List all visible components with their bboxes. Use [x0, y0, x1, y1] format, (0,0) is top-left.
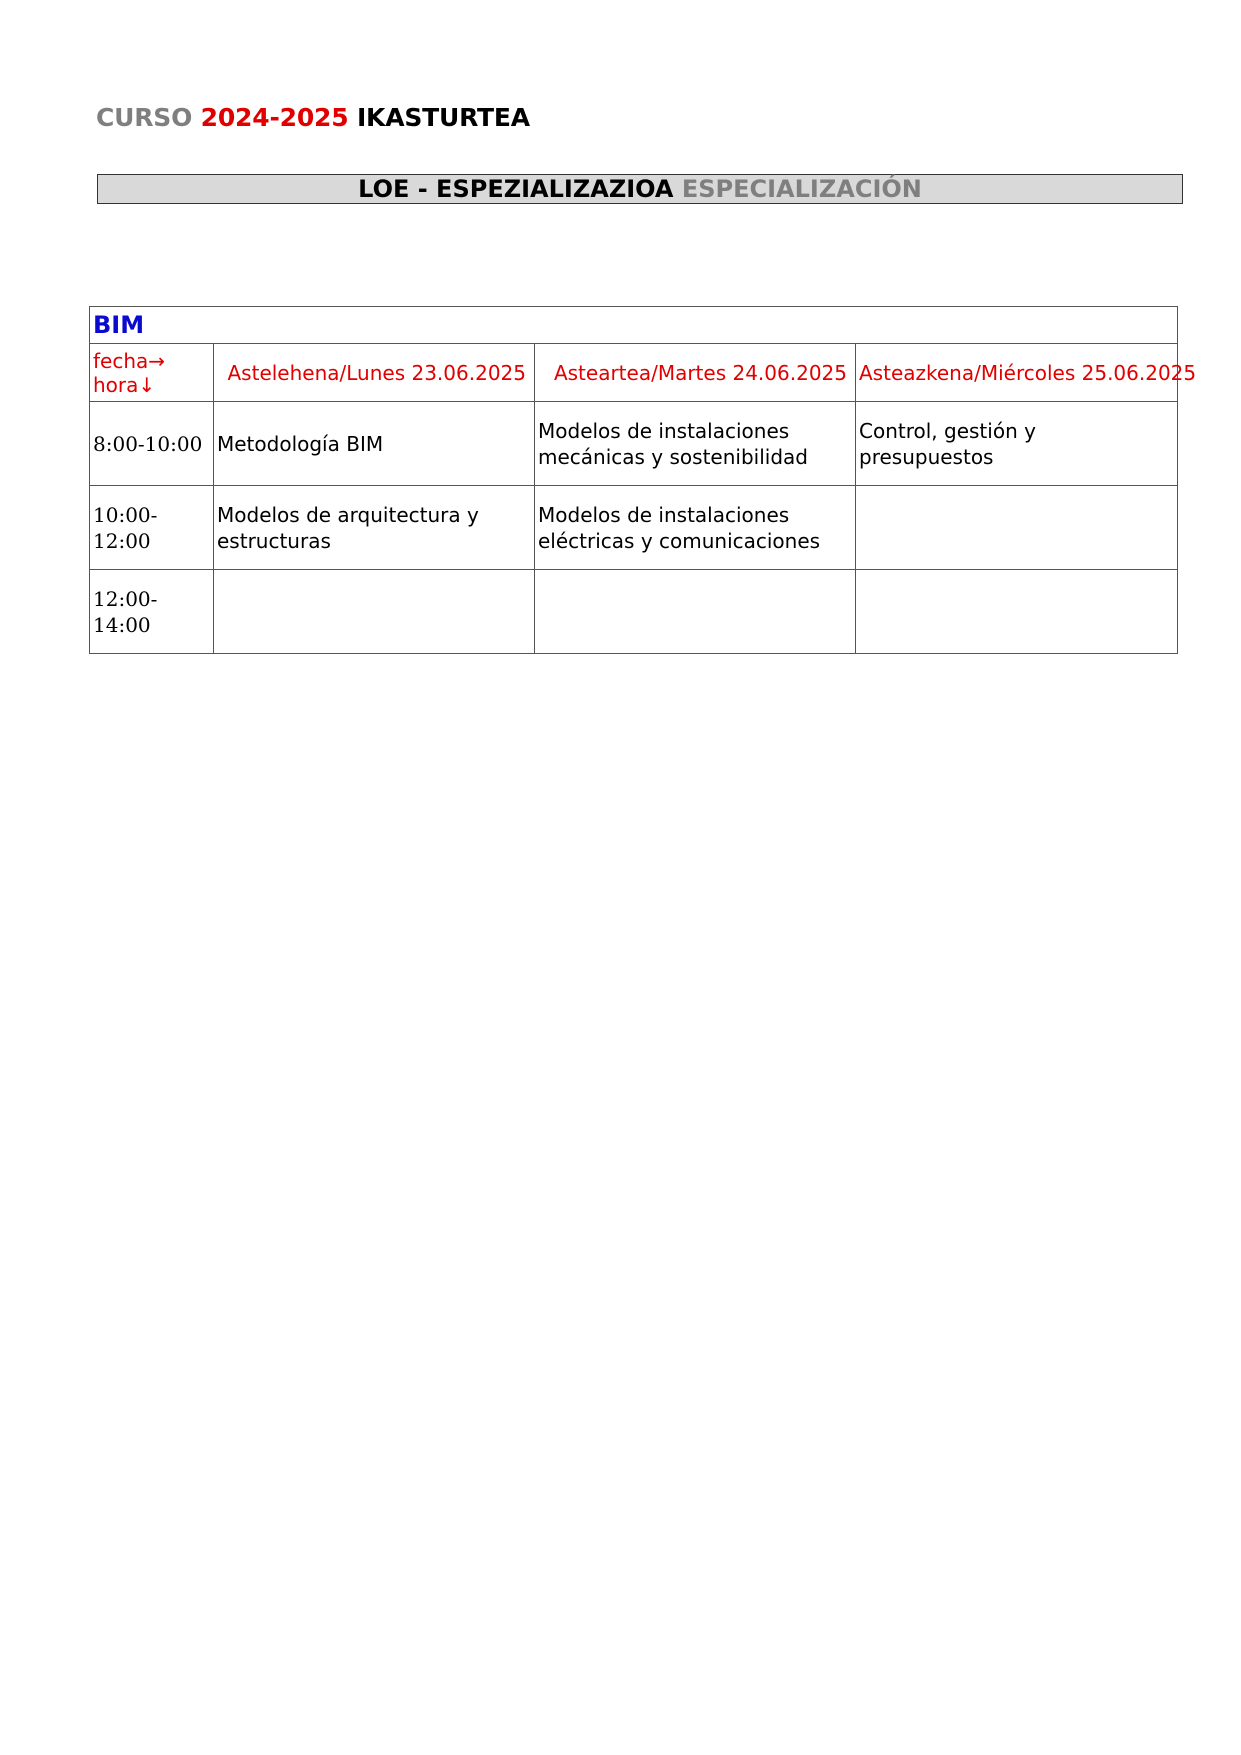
header-row [90, 344, 1178, 402]
session-cell [535, 570, 856, 654]
section-title: BIM [90, 307, 1178, 344]
banner-title-main: LOE - ESPEZIALIZAZIOA [358, 175, 674, 203]
session-cell [856, 570, 1178, 654]
schedule-table [89, 306, 1197, 654]
session-cell: Control, gestión y presupuestos [856, 402, 1178, 486]
course-title [96, 103, 530, 132]
time-slot: 8:00-10:00 [90, 402, 214, 486]
time-slot: 12:00-14:00 [90, 570, 214, 654]
table-row [90, 486, 1178, 570]
session-cell [856, 486, 1178, 570]
specialization-banner [97, 174, 1183, 204]
session-cell: Modelos de instalaciones eléctricas y comunicaciones [535, 486, 856, 570]
banner-title-secondary: ESPECIALIZACIÓN [681, 175, 922, 203]
table-row [90, 402, 1178, 486]
day-header-monday: Astelehena/Lunes 23.06.2025 [214, 344, 535, 402]
day-header-tuesday: Asteartea/Martes 24.06.2025 [535, 344, 856, 402]
corner-date-label: fecha→ [93, 348, 166, 373]
session-cell: Metodología BIM [214, 402, 535, 486]
corner-time-label: hora↓ [93, 372, 156, 397]
table-row [90, 570, 1178, 654]
session-cell [214, 570, 535, 654]
course-label: CURSO [96, 103, 193, 132]
time-slot: 10:00-12:00 [90, 486, 214, 570]
day-header-wednesday: Asteazkena/Miércoles 25.06.2025 [856, 344, 1178, 402]
session-cell: Modelos de arquitectura y estructuras [214, 486, 535, 570]
course-suffix: IKASTURTEA [356, 103, 530, 132]
course-year: 2024-2025 [200, 103, 349, 132]
session-cell: Modelos de instalaciones mecánicas y sostenibilidad [535, 402, 856, 486]
corner-cell [90, 344, 214, 402]
section-row [90, 307, 1178, 344]
